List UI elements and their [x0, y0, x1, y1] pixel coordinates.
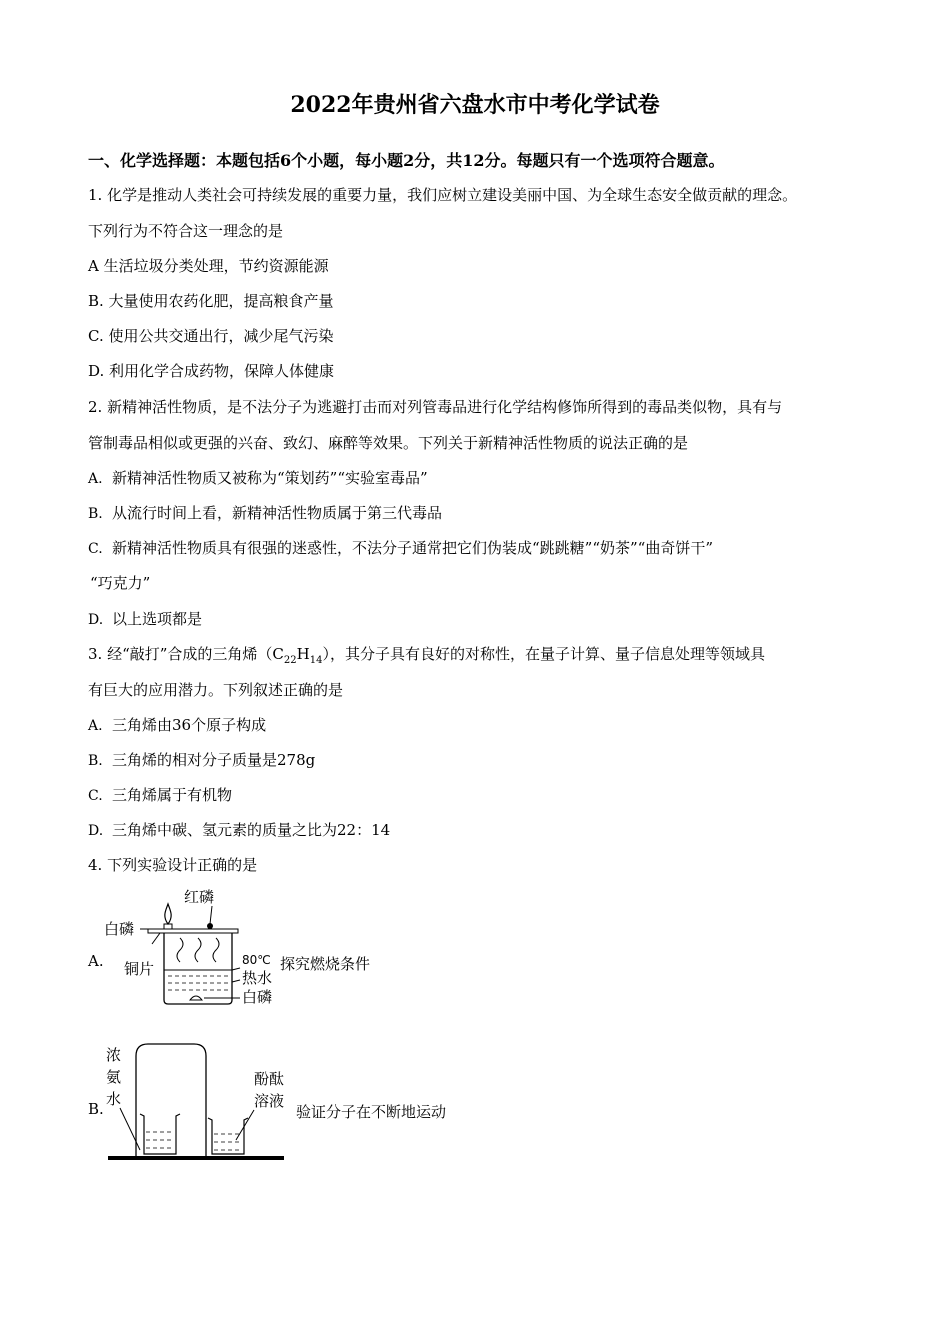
page-title: 2022年贵州省六盘水市中考化学试卷: [290, 92, 660, 118]
q4-stem: 4. 下列实验设计正确的是: [88, 856, 258, 874]
q3-option-a: [88, 714, 266, 735]
q3-sub: 14: [309, 655, 323, 666]
q3-option-d: [88, 819, 390, 840]
q3-text: H: [296, 645, 310, 663]
option-text: 三角烯中碳、氢元素的质量之比为22：14: [112, 821, 391, 839]
q4-option-a-caption: 探究燃烧条件: [280, 955, 371, 973]
flame-icon: [165, 904, 171, 924]
q1-option-d: D. 利用化学合成药物，保障人体健康: [88, 362, 335, 380]
q3-text: ），其分子具有良好的对称性，在量子计算、量子信息处理等领域具: [322, 645, 765, 663]
q3-option-c: [88, 784, 232, 805]
option-label: B.: [88, 753, 103, 769]
q2-option-a: [88, 467, 428, 488]
molecule-motion-diagram: [104, 1040, 294, 1166]
label-white-phosphorus-bottom: 白磷: [242, 988, 273, 1006]
combustion-apparatus-diagram: [100, 882, 280, 1012]
section-heading: 一、化学选择题：本题包括6个小题，每小题2分，共12分。每题只有一个选项符合题意。: [88, 151, 725, 170]
label-ammonia-2: 氨: [106, 1068, 122, 1086]
copper-sheet-icon: [148, 929, 238, 933]
q2-option-b: [88, 502, 442, 523]
q4-option-b-caption: 验证分子在不断地运动: [296, 1103, 447, 1121]
q3-text: 3. 经“敲打”合成的三角烯（C: [88, 645, 284, 663]
option-text: 三角烯属于有机物: [112, 786, 233, 804]
option-text: 三角烯的相对分子质量是278g: [112, 751, 316, 769]
molecule-motion-figure: [104, 1040, 294, 1166]
option-text: 新精神活性物质又被称为“策划药”“实验室毒品”: [112, 469, 428, 487]
option-text: 以上选项都是: [112, 610, 203, 628]
label-ammonia-1: 浓: [106, 1046, 122, 1064]
label-red-phosphorus: 红磷: [184, 888, 215, 906]
base-plate-icon: [108, 1156, 284, 1160]
label-hot-water: 热水: [242, 969, 273, 987]
q1-stem-line1: 1. 化学是推动人类社会可持续发展的重要力量，我们应树立建设美丽中国、为全球生态安全做贡献的理念。: [88, 186, 798, 204]
red-phosphorus-icon: [207, 923, 213, 929]
q2-option-d: [88, 608, 202, 629]
option-label: A.: [88, 471, 103, 487]
q2-option-c-cont: “巧克力”: [90, 574, 151, 592]
option-text: 从流行时间上看，新精神活性物质属于第三代毒品: [112, 504, 443, 522]
q4-option-b-label: B.: [88, 1100, 104, 1118]
bell-jar-icon: [136, 1044, 206, 1156]
label-phenolphthalein-2: 溶液: [254, 1092, 285, 1110]
option-label: C.: [88, 788, 103, 804]
q1-stem-line2: 下列行为不符合这一理念的是: [88, 222, 284, 240]
q2-stem-line2: 管制毒品相似或更强的兴奋、致幻、麻醉等效果。下列关于新精神活性物质的说法正确的是: [88, 434, 689, 452]
option-text: 新精神活性物质具有很强的迷惑性，不法分子通常把它们伪装成“跳跳糖”“奶茶”“曲奇饼干”: [112, 539, 714, 557]
q3-option-b: [88, 749, 315, 770]
beaker-icon: [164, 933, 232, 1004]
q3-stem-line1: [88, 643, 765, 666]
phenolphthalein-beaker-icon: [208, 1118, 248, 1154]
q1-option-c: C. 使用公共交通出行，减少尾气污染: [88, 327, 334, 345]
q1-option-b: B. 大量使用农药化肥，提高粮食产量: [88, 292, 334, 310]
q3-stem-line2: 有巨大的应用潜力。下列叙述正确的是: [88, 681, 344, 699]
label-ammonia-3: 水: [106, 1090, 122, 1108]
option-label: D.: [88, 612, 104, 628]
q2-option-c: [88, 537, 713, 558]
option-label: A.: [88, 718, 103, 734]
option-label: D.: [88, 823, 104, 839]
option-label: B.: [88, 506, 103, 522]
label-phenolphthalein-1: 酚酞: [254, 1070, 285, 1088]
option-text: 三角烯由36个原子构成: [112, 716, 267, 734]
label-temperature: 80℃: [242, 953, 271, 967]
label-copper-sheet: 铜片: [124, 960, 155, 978]
q2-stem-line1: 2. 新精神活性物质，是不法分子为逃避打击而对列管毒品进行化学结构修饰所得到的毒品类似物，具有与: [88, 398, 783, 416]
label-white-phosphorus-top: 白磷: [104, 920, 135, 938]
option-label: C.: [88, 541, 103, 557]
combustion-apparatus-figure: [100, 882, 280, 1012]
q1-option-a: A 生活垃圾分类处理，节约资源能源: [88, 257, 329, 275]
q4-option-a-label: A.: [88, 952, 104, 970]
q3-sub: 22: [283, 655, 297, 666]
